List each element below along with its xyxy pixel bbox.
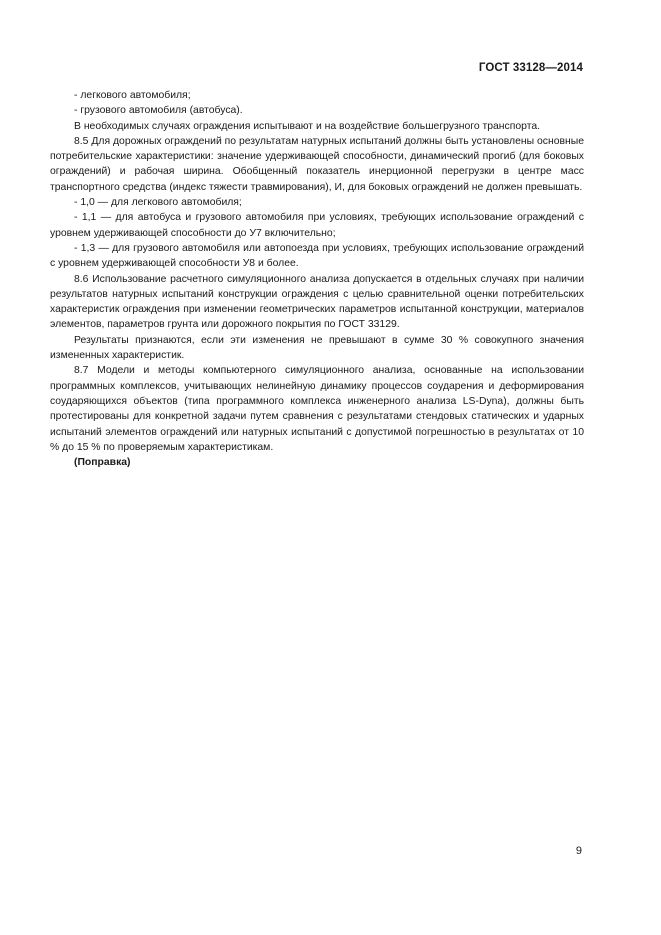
document-code-header: ГОСТ 33128—2014 xyxy=(478,62,583,74)
paragraph-8-5: 8.5 Для дорожных ограждений по результатам натурных испытаний должны быть установлены основные потребительские характеристики: значение удерживающей способности, динамический прогиб (для боковых ограждений) и рабочая ширина. Обобщенный показатель инерционной перегрузки в центре масс транспортного средства (индекс тяжести травмирования), И, для боковых ограждений не должен превышать. xyxy=(50,135,584,193)
paragraph-results: Результаты признаются, если эти изменения не превышают в сумме 30 % совокупного значения измененных характеристик. xyxy=(50,334,584,362)
document-body xyxy=(50,88,584,470)
amendment-note: (Поправка) xyxy=(74,457,131,469)
list-item-1-0: - 1,0 — для легкового автомобиля; xyxy=(74,197,242,209)
list-item-passenger-car: - легкового автомобиля; xyxy=(74,90,191,101)
paragraph-8-6: 8.6 Использование расчетного симуляционного анализа допускается в отдельных случаях при наличии результатов натурных испытаний конструкции ограждения с целью сравнительной оценки потребительских характеристик ограждения при изменении геометрических параметров испытанной конструкции, материалов элементов, параметров грунта или дорожного покрытия по ГОСТ 33129. xyxy=(50,273,584,331)
paragraph-8-7: 8.7 Модели и методы компьютерного симуляционного анализа, основанные на использовании программных комплексов, учитывающих нелинейную динамику процессов соударения и деформирования соударяющихся объектов (типа программного комплекса инженерного анализа LS-Dyna), должны быть протестированы для конкретной задачи путем сравнения с результатами стендовых статических и ударных испытаний элементов ограждений или натурных испытаний с допустимой погрешностью в результатах от 10 % до 15 % по проверяемым характеристикам. xyxy=(50,365,584,453)
list-item-1-1: - 1,1 — для автобуса и грузового автомобиля при условиях, требующих использование ограждений с уровнем удерживающей способности до У7 включительно; xyxy=(50,212,584,239)
page-number: 9 xyxy=(575,845,582,857)
list-item-1-3: - 1,3 — для грузового автомобиля или автопоезда при условиях, требующих использование ограждений с уровнем удерживающей способности У8 и более. xyxy=(50,242,584,270)
list-item-truck-bus: - грузового автомобиля (автобуса). xyxy=(74,105,243,117)
paragraph-heavy-transport: В необходимых случаях ограждения испытывают и на воздействие большегрузного транспорта. xyxy=(74,120,540,132)
